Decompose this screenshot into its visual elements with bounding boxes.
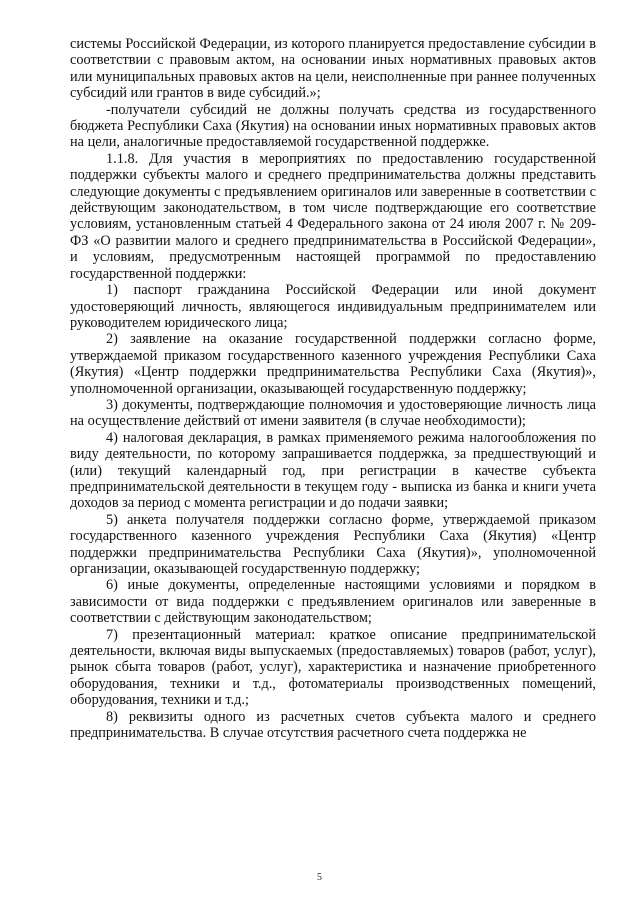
paragraph-2: -получатели субсидий не должны получать средства из государственного бюджета Республики Саха (Якутия) на основании иных нормативных правовых актов на цели, аналогичные предоставляемой государственной поддержке. (70, 101, 596, 151)
paragraph-5: 2) заявление на оказание государственной поддержки согласно форме, утверждаемой приказом государственного казенного учреждения Республики Саха (Якутия) «Центр поддержки предпринимательства Республики Саха (Якутия)», уполномоченной организации, оказывающей государственную поддержку; (70, 331, 596, 397)
paragraph-7: 4) налоговая декларация, в рамках применяемого режима налогообложения по виду деятельности, по которому запрашивается поддержка, за предшествующий и (или) текущий календарный год, при регистрации в качестве субъекта предпринимательской деятельности в текущем году - выписка из банка и книги учета доходов за период с момента регистрации и до подачи заявки; (70, 429, 596, 512)
page-number: 5 (317, 872, 322, 883)
paragraph-6: 3) документы, подтверждающие полномочия и удостоверяющие личность лица на осуществление действий от имени заявителя (в случае необходимости); (70, 396, 596, 430)
paragraph-10: 7) презентационный материал: краткое описание предпринимательской деятельности, включая виды выпускаемых (предоставляемых) товаров (работ, услуг), рынок сбыта товаров (работ, услуг), характеристика и назначение приобретенного оборудования, техники и т.д., фотоматериалы производственных помещений, оборудования, техники и т.д.; (70, 626, 596, 709)
paragraph-8: 5) анкета получателя поддержки согласно форме, утверждаемой приказом государственного казенного учреждения Республики Саха (Якутия) «Центр поддержки предпринимательства Республики Саха (Якутия)», уполномоченной организации, оказывающей государственную поддержку; (70, 511, 596, 577)
paragraph-1: системы Российской Федерации, из которого планируется предоставление субсидии в соответствии с правовым актом, на основании иных нормативных правовых актов или муниципальных правовых актов на цели, неисполненные при раннее полученных субсидий или грантов в виде субсидий.»; (70, 36, 596, 102)
paragraph-4: 1) паспорт гражданина Российской Федерации или иной документ удостоверяющий личность, являющегося индивидуальным предпринимателем или руководителем юридического лица; (70, 282, 596, 331)
document-body (70, 36, 596, 741)
paragraph-9: 6) иные документы, определенные настоящими условиями и порядком в зависимости от вида поддержки с предъявлением оригиналов или заверенные в соответствии с действующим законодательством; (70, 577, 596, 627)
paragraph-3: 1.1.8. Для участия в мероприятиях по предоставлению государственной поддержки субъекты малого и среднего предпринимательства должны представить следующие документы с предъявлением оригиналов или заверенные в соответствии с действующим законодательством, в том числе подтверждающие его соответствие условиям, установленным статьей 4 Федерального закона от 24 июля 2007 г. № 209-ФЗ «О развитии малого и среднего предпринимательства в Российской Федерации», и условиям, предусмотренным настоящей программой по предоставлению государственной поддержки: (70, 150, 596, 282)
paragraph-11: 8) реквизиты одного из расчетных счетов субъекта малого и среднего предпринимательства. В случае отсутствия расчетного счета поддержка не (70, 708, 596, 742)
